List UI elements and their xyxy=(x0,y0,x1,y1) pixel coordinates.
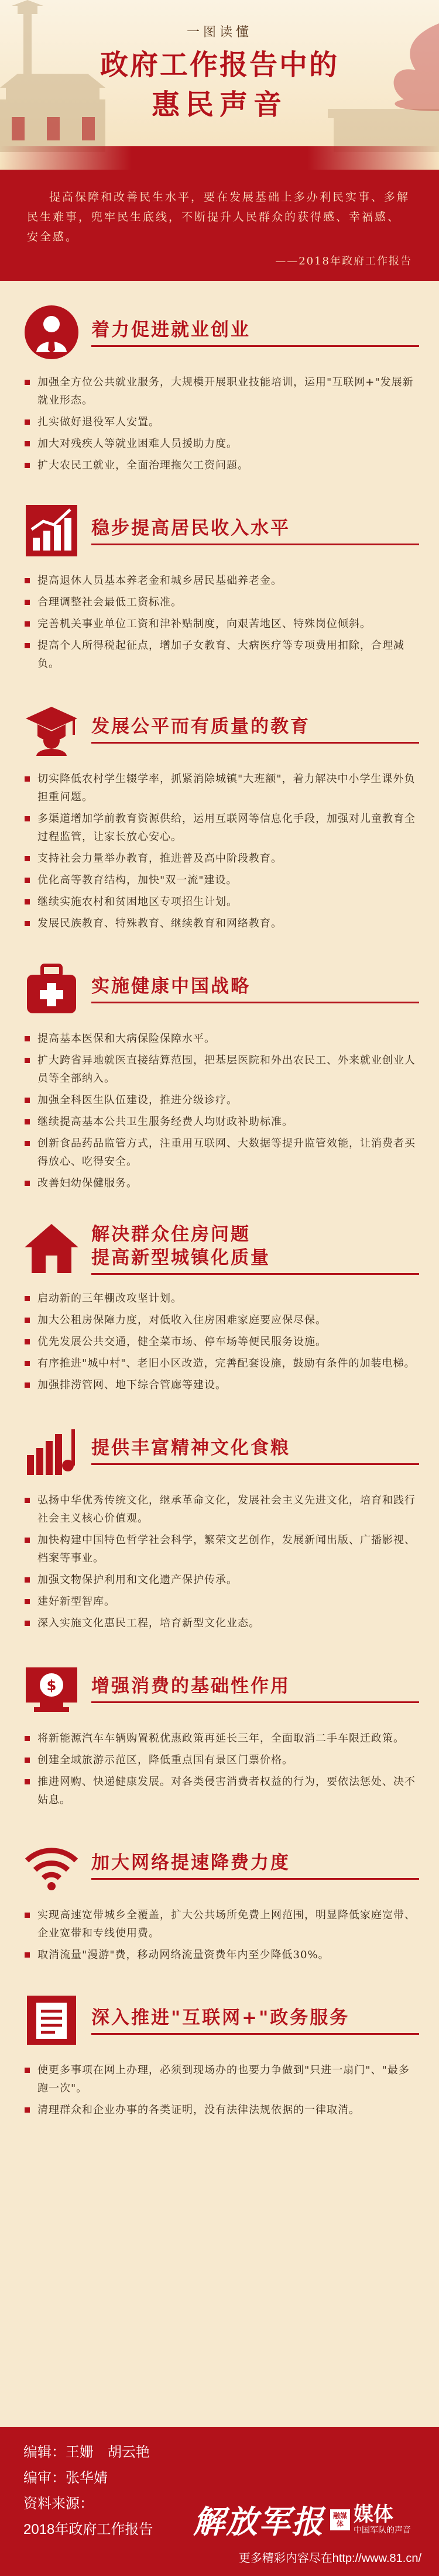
header xyxy=(0,0,439,193)
more-link[interactable]: 更多精彩内容尽在http://www.81.cn/ xyxy=(238,2552,421,2565)
section-rule xyxy=(91,345,419,347)
section-title-line: 着力促进就业创业 xyxy=(91,319,251,341)
section-items xyxy=(20,1491,419,1632)
list-item: 有序推进"城中村"、老旧小区改造，完善配套设施，鼓励有条件的加装电梯。 xyxy=(23,1354,417,1373)
list-item: 扎实做好退役军人安置。 xyxy=(23,413,417,431)
list-item: 启动新的三年棚改攻坚计划。 xyxy=(23,1289,417,1308)
section-title xyxy=(91,975,419,998)
brand-media xyxy=(354,2504,411,2536)
section-items xyxy=(20,1729,419,1809)
section xyxy=(20,694,419,933)
section-title xyxy=(91,517,419,540)
list-item: 建好新型智库。 xyxy=(23,1593,417,1611)
list-item: 创建全域旅游示范区，降低重点国有景区门票价格。 xyxy=(23,1751,417,1769)
list-item: 加强全科医生队伍建设，推进分级诊疗。 xyxy=(23,1091,417,1109)
list-item: 扩大跨省异地就医直接结算范围，把基层医院和外出农民工、外来就业创业人员等全部纳入。 xyxy=(23,1051,417,1088)
list-item: 加强文物保护利用和文化遗产保护传承。 xyxy=(23,1571,417,1589)
section-header xyxy=(20,1985,419,2055)
wifi-icon xyxy=(20,1834,83,1897)
intro-quote xyxy=(0,170,439,281)
footer xyxy=(0,2427,439,2576)
section-title-line: 实施健康中国战略 xyxy=(91,975,251,997)
section xyxy=(20,1415,419,1632)
section xyxy=(20,1213,419,1394)
list-item: 加强排涝管网、地下综合管廊等建设。 xyxy=(23,1376,417,1394)
list-item: 实现高速宽带城乡全覆盖，扩大公共场所免费上网范围，明显降低家庭宽带、企业宽带和专线使用费。 xyxy=(23,1906,417,1942)
worker-icon xyxy=(20,301,83,364)
section-title xyxy=(91,1851,419,1875)
section-title-line: 加大网络提速降费力度 xyxy=(91,1852,290,1873)
section-header xyxy=(20,954,419,1024)
intro-text: 提高保障和改善民生水平，要在发展基础上多办利民实事、多解民生难事，兜牢民生底线，不断提升人民群众的获得感、幸福感、安全感。 xyxy=(27,191,410,243)
intro-source: ——2018年政府工作报告 xyxy=(275,255,412,267)
section xyxy=(20,297,419,474)
section-items xyxy=(20,770,419,933)
section-header xyxy=(20,297,419,367)
list-item: 提高退休人员基本养老金和城乡居民基础养老金。 xyxy=(23,572,417,590)
list-item: 加快构建中国特色哲学社会科学，繁荣文艺创作，发展新闻出版、广播影视、档案等事业。 xyxy=(23,1531,417,1567)
list-item: 将新能源汽车车辆购置税优惠政策再延长三年，全面取消二手车限迁政策。 xyxy=(23,1729,417,1748)
section-title xyxy=(91,1223,419,1270)
graduate-icon xyxy=(20,697,83,761)
section-header xyxy=(20,1830,419,1900)
section xyxy=(20,1830,419,1964)
list-item: 发展民族教育、特殊教育、继续教育和网络教育。 xyxy=(23,914,417,933)
section-title xyxy=(91,715,419,738)
source-label: 资料来源： xyxy=(23,2496,94,2512)
medical-kit-icon xyxy=(20,957,83,1020)
section-items xyxy=(20,572,419,673)
list-item: 优先发展公共交通，健全菜市场、停车场等便民服务设施。 xyxy=(23,1333,417,1351)
section-rule xyxy=(91,1002,419,1003)
header-band xyxy=(0,146,439,170)
page-subtitle: 惠民声音 xyxy=(151,88,287,121)
section-title-line: 深入推进"互联网+"政务服务 xyxy=(91,2007,350,2028)
section-title xyxy=(91,2006,419,2030)
document-icon xyxy=(20,1989,83,2052)
list-item: 深入实施文化惠民工程，培育新型文化业态。 xyxy=(23,1614,417,1632)
page-title: 政府工作报告中的 xyxy=(100,49,339,81)
music-note-icon xyxy=(20,1419,83,1482)
list-item: 改善妇幼保健服务。 xyxy=(23,1174,417,1192)
section-title xyxy=(91,318,419,342)
list-item: 多渠道增加学前教育资源供给，运用互联网等信息化手段，加强对儿童教育全过程监管，让家长放心安心。 xyxy=(23,810,417,846)
section-rule xyxy=(91,1701,419,1703)
section-title-line: 稳步提高居民收入水平 xyxy=(91,517,290,539)
list-item: 提高基本医保和大病保险保障水平。 xyxy=(23,1030,417,1048)
section-header xyxy=(20,496,419,566)
brand-calligraphy: 解放军报 xyxy=(193,2503,324,2540)
section-items xyxy=(20,373,419,474)
brand-box: 融媒体 xyxy=(330,2509,350,2530)
svg-text:$: $ xyxy=(46,1677,57,1694)
section-header xyxy=(20,1213,419,1284)
list-item: 合理调整社会最低工资标准。 xyxy=(23,593,417,611)
brand-media-title: 媒体 xyxy=(354,2502,393,2526)
section-rule xyxy=(91,742,419,744)
section xyxy=(20,496,419,673)
list-item: 加大公租房保障力度，对低收入住房困难家庭要应保尽保。 xyxy=(23,1311,417,1329)
section-items xyxy=(20,1906,419,1964)
section xyxy=(20,1653,419,1809)
source-line: 2018年政府工作报告 xyxy=(23,2522,153,2537)
section-items xyxy=(20,2061,419,2119)
section-title xyxy=(91,1674,419,1698)
section-title-line: 解决群众住房问题 xyxy=(91,1223,251,1245)
list-item: 提高个人所得税起征点，增加子女教育、大病医疗等专项费用扣除，合理减负。 xyxy=(23,637,417,673)
list-item: 完善机关事业单位工资和津补贴制度，向艰苦地区、特殊岗位倾斜。 xyxy=(23,615,417,633)
sections-list xyxy=(0,281,439,2119)
income-chart-icon xyxy=(20,499,83,562)
section-rule xyxy=(91,1273,419,1275)
list-item: 加强全方位公共就业服务，大规模开展职业技能培训，运用"互联网+"发展新就业形态。 xyxy=(23,373,417,410)
list-item: 推进网购、快递健康发展。对各类侵害消费者权益的行为，要依法惩处、决不姑息。 xyxy=(23,1773,417,1809)
list-item: 继续实施农村和贫困地区专项招生计划。 xyxy=(23,893,417,911)
section-header xyxy=(20,1653,419,1724)
section-header xyxy=(20,694,419,764)
list-item: 清理群众和企业办事的各类证明，没有法律法规依据的一律取消。 xyxy=(23,2101,417,2119)
list-item: 使更多事项在网上办理，必须到现场办的也要力争做到"只进一扇门"、"最多跑一次"。 xyxy=(23,2061,417,2097)
section-title-line: 发展公平而有质量的教育 xyxy=(91,716,310,737)
kicker: 一图读懂 xyxy=(186,25,252,40)
section-items xyxy=(20,1030,419,1192)
editors-line: 编辑：王姗 胡云艳 xyxy=(23,2444,150,2460)
list-item: 弘扬中华优秀传统文化，继承革命文化，发展社会主义先进文化，培育和践行社会主义核心价值观。 xyxy=(23,1491,417,1528)
section-title-line: 提高新型城镇化质量 xyxy=(91,1247,270,1268)
list-item: 创新食品药品监管方式，注重用互联网、大数据等提升监管效能，让消费者买得放心、吃得安全。 xyxy=(23,1134,417,1171)
house-icon xyxy=(20,1217,83,1280)
section-rule xyxy=(91,1878,419,1880)
list-item: 加大对残疾人等就业困难人员援助力度。 xyxy=(23,435,417,453)
section-rule xyxy=(91,2033,419,2035)
brand-slogan: 中国军队的声音 xyxy=(354,2525,411,2535)
brand-logo xyxy=(193,2497,411,2542)
list-item: 扩大农民工就业，全面治理拖欠工资问题。 xyxy=(23,456,417,474)
credits xyxy=(23,2440,153,2543)
shopping-icon xyxy=(20,1657,83,1720)
section-rule xyxy=(91,544,419,545)
list-item: 取消流量"漫游"费，移动网络流量资费年内至少降低30%。 xyxy=(23,1946,417,1964)
section-header xyxy=(20,1415,419,1485)
list-item: 切实降低农村学生辍学率，抓紧消除城镇"大班额"，着力解决中小学生课外负担重问题。 xyxy=(23,770,417,806)
reviewer-line: 编审：张华婧 xyxy=(23,2470,108,2486)
section-title-line: 增强消费的基础性作用 xyxy=(91,1675,290,1697)
section xyxy=(20,954,419,1192)
list-item: 支持社会力量举办教育，推进普及高中阶段教育。 xyxy=(23,850,417,868)
section-rule xyxy=(91,1463,419,1465)
list-item: 继续提高基本公共卫生服务经费人均财政补助标准。 xyxy=(23,1113,417,1131)
section-title-line: 提供丰富精神文化食粮 xyxy=(91,1437,290,1459)
list-item: 优化高等教育结构，加快"双一流"建设。 xyxy=(23,871,417,889)
section xyxy=(20,1985,419,2119)
section-items xyxy=(20,1289,419,1394)
section-title xyxy=(91,1436,419,1460)
